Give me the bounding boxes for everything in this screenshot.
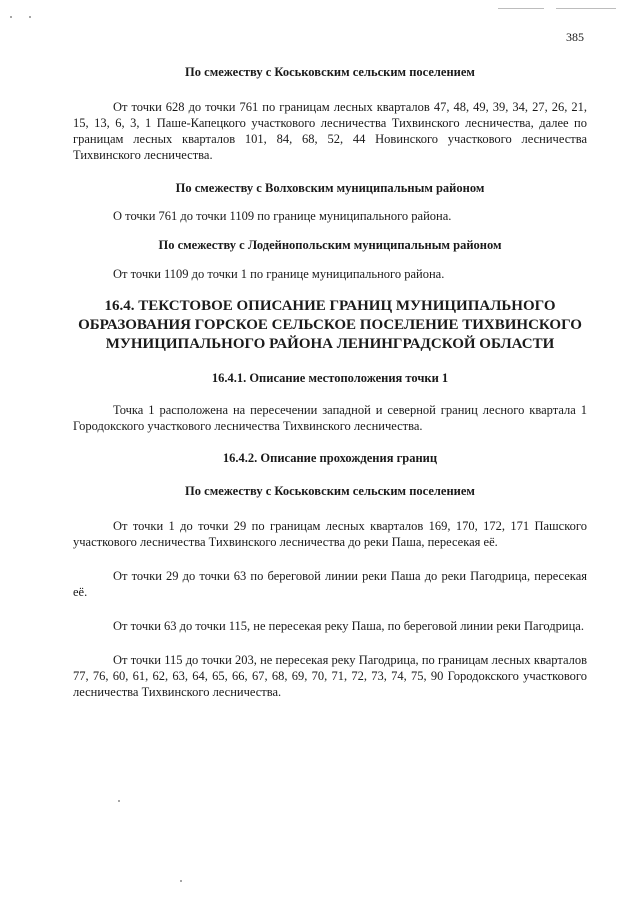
scan-speck: [29, 16, 31, 18]
heading-volkhovsky: По смежеству с Волховским муниципальным районом: [175, 181, 485, 195]
heading-koskovskoe-1: По смежеству с Коськовским сельским поселением: [185, 65, 475, 79]
scan-speck: [10, 16, 12, 18]
scan-mark-line: [498, 8, 544, 9]
paragraph-4: Точка 1 расположена на пересечении западной и северной границ лесного квартала 1 Городокского участкового лесничества Тихвинского лесничества.: [73, 403, 587, 433]
paragraph-6: От точки 29 до точки 63 по береговой линии реки Паша до реки Пагодрица, пересекая её.: [73, 569, 587, 599]
heading-16-4-1: 16.4.1. Описание местоположения точки 1: [211, 371, 449, 385]
paragraph-7: От точки 63 до точки 115, не пересекая реку Паша, по береговой линии реки Пагодрица.: [113, 619, 584, 633]
heading-koskovskoe-2: По смежеству с Коськовским сельским поселением: [185, 484, 475, 498]
paragraph-2: О точки 761 до точки 1109 по границе муниципального района.: [113, 209, 452, 223]
section-title-16-4: 16.4. ТЕКСТОВОЕ ОПИСАНИЕ ГРАНИЦ МУНИЦИПАЛЬНОГО ОБРАЗОВАНИЯ ГОРСКОЕ СЕЛЬСКОЕ ПОСЕЛЕНИЕ ТИХВИНСКОГО МУНИЦИПАЛЬНОГО РАЙОНА ЛЕНИНГРАДСКОЙ ОБЛАСТИ: [78, 298, 582, 352]
paragraph-5: От точки 1 до точки 29 по границам лесных кварталов 169, 170, 172, 171 Пашского участкового лесничества Тихвинского лесничества до реки Паша, пересекая её.: [73, 519, 587, 549]
heading-lodeynopolsky: По смежеству с Лодейнопольским муниципальным районом: [158, 238, 502, 252]
document-body: [73, 64, 587, 700]
paragraph-3: От точки 1109 до точки 1 по границе муниципального района.: [113, 267, 445, 281]
scan-mark-line: [556, 8, 616, 9]
heading-16-4-2: 16.4.2. Описание прохождения границ: [222, 451, 438, 465]
scan-speck: [118, 800, 120, 802]
scan-speck: [180, 880, 182, 882]
paragraph-8: От точки 115 до точки 203, не пересекая реку Пагодрица, по границам лесных кварталов 77, 76, 60, 61, 62, 63, 64, 65, 66, 67, 68, 69, 70, 71, 72, 73, 74, 75, 90 Городокского участкового лесничества Тихвинского лесничества.: [73, 653, 587, 699]
page-number: 385: [566, 30, 584, 44]
paragraph-1: От точки 628 до точки 761 по границам лесных кварталов 47, 48, 49, 39, 34, 27, 26, 21, 15, 13, 6, 3, 1 Паше-Капецкого участкового лесничества Тихвинского лесничества, далее по границам лесных кварталов 101, 84, 68, 52, 44 Новинского участкового лесничества Тихвинского лесничества.: [73, 100, 587, 162]
